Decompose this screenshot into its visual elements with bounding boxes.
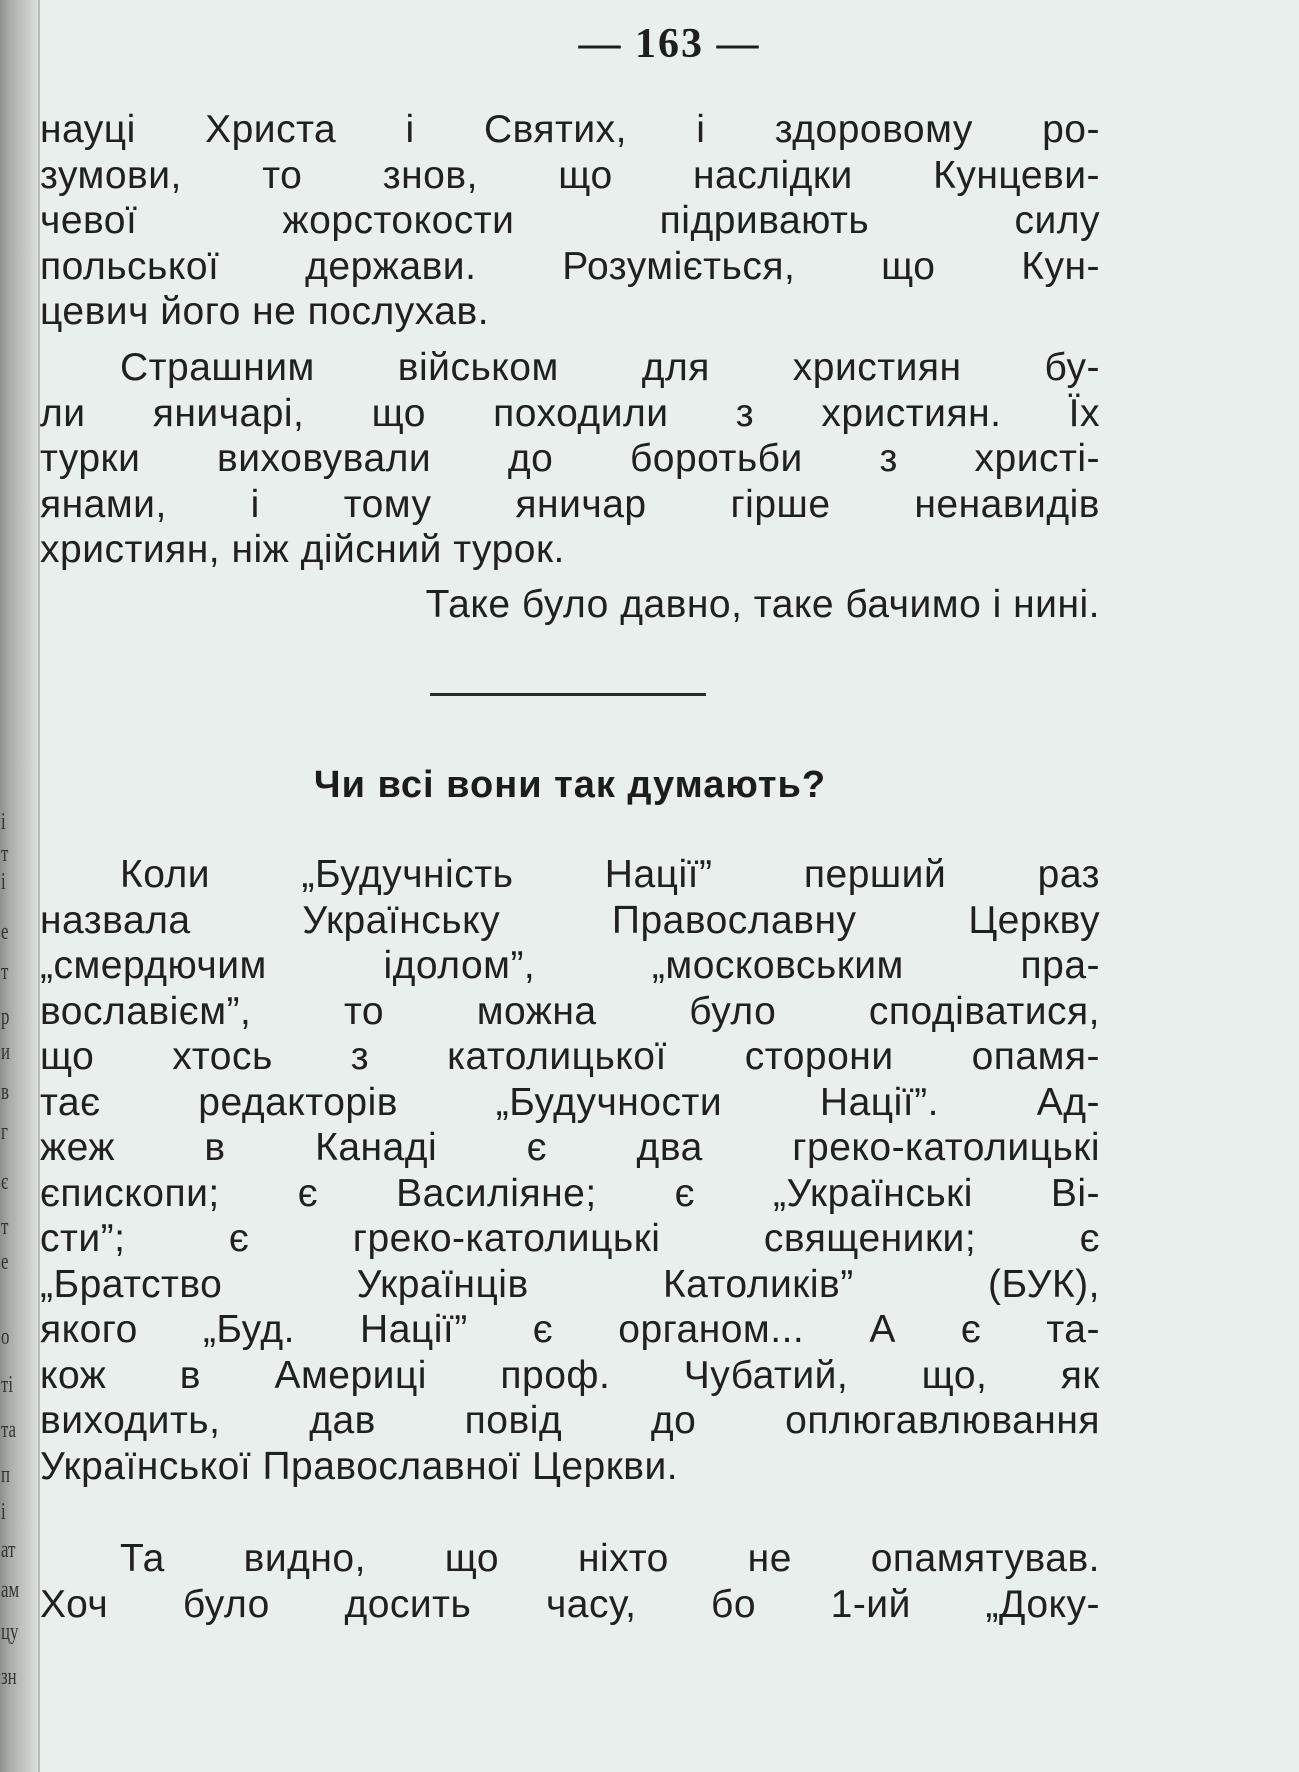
paragraph-final	[40, 1536, 1100, 1627]
book-page	[40, 0, 1299, 1772]
text-line: вославієм”, то можна було сподіватися,	[40, 989, 1100, 1033]
text-line: жеж в Канаді є два греко-католицькі	[40, 1126, 1100, 1169]
margin-fragment: о	[1, 1324, 10, 1350]
text-line: „смердючим ідолом”, „московським пра-	[40, 944, 1100, 987]
text-line: ли яничарі, що походили з християн. Їх	[40, 391, 1100, 435]
text-line: польської держави. Розуміється, що Кун-	[40, 244, 1100, 288]
text-line: Коли „Будучність Нації” перший раз	[120, 853, 1100, 896]
margin-fragment: ті	[1, 1372, 14, 1398]
section-divider	[430, 693, 706, 696]
text-line: „Братство Українців Католиків” (БУК),	[40, 1262, 1100, 1306]
margin-fragment: є	[1, 1169, 9, 1195]
text-line: янами, і тому яничар гірше ненавидів	[40, 482, 1100, 526]
text-line: назвала Українську Православну Церкву	[40, 898, 1100, 942]
margin-fragment: зн	[1, 1664, 17, 1690]
paragraph-janissaries	[40, 345, 1100, 573]
margin-fragment: п	[1, 1462, 10, 1488]
text-line: цевич його не послухав.	[40, 290, 490, 333]
text-line: якого „Буд. Нації” є органом... А є та-	[40, 1308, 1100, 1351]
text-line: Та видно, що ніхто не опамятував.	[120, 1537, 1100, 1580]
text-line: чевої жорстокости підривають силу	[40, 199, 1100, 242]
text-line: кож в Америці проф. Чубатий, що, як	[40, 1353, 1100, 1397]
section-heading: Чи всі вони так думають?	[313, 764, 827, 806]
text-line: Хоч було досить часу, бо 1-ий „Доку-	[40, 1582, 1100, 1626]
book-page-stack	[0, 0, 40, 1772]
text-line: виходить, дав повід до оплюгавлювання	[40, 1399, 1100, 1442]
margin-fragment: т	[1, 841, 9, 867]
text-line: науці Христа і Святих, і здоровому ро-	[40, 108, 1100, 151]
margin-fragment: е	[1, 919, 9, 945]
margin-fragment: т	[1, 1214, 9, 1240]
text-line: тає редакторів „Будучности Нації”. Ад-	[40, 1080, 1100, 1124]
paragraph-closing	[40, 582, 1100, 628]
paragraph-continued	[40, 107, 1100, 335]
margin-fragment: і	[1, 809, 6, 835]
text-line: Таке було давно, таке бачимо і нині.	[425, 583, 1100, 626]
margin-fragment: т	[1, 959, 9, 985]
margin-fragment: і	[1, 869, 6, 895]
text-line: зумови, то знов, що наслідки Кунцеви-	[40, 153, 1100, 197]
text-line: Української Православної Церкви.	[40, 1444, 679, 1488]
margin-fragment: р	[1, 1004, 10, 1030]
text-line: Страшним військом для християн бу-	[120, 346, 1100, 389]
text-line: що хтось з католицької сторони опамя-	[40, 1035, 1100, 1078]
margin-fragment: ат	[1, 1537, 16, 1563]
margin-fragment: ам	[1, 1577, 20, 1603]
margin-fragment: е	[1, 1249, 9, 1275]
margin-fragment: і	[1, 1499, 6, 1525]
text-line: сти”; є греко-католицькі священики; є	[40, 1217, 1100, 1260]
margin-fragment: в	[1, 1079, 9, 1105]
text-line: християн, ніж дійсний турок.	[40, 528, 565, 571]
margin-fragment: та	[1, 1417, 17, 1443]
paragraph-main	[40, 852, 1100, 1489]
text-line: турки виховували до боротьби з христі-	[40, 437, 1100, 480]
page-number: — 163 —	[578, 21, 761, 67]
text-line: єпископи; є Василіяне; є „Українські Ві-	[40, 1171, 1100, 1215]
margin-fragment: г	[1, 1119, 8, 1145]
margin-fragment: цу	[1, 1619, 19, 1645]
margin-fragment: и	[1, 1039, 10, 1065]
